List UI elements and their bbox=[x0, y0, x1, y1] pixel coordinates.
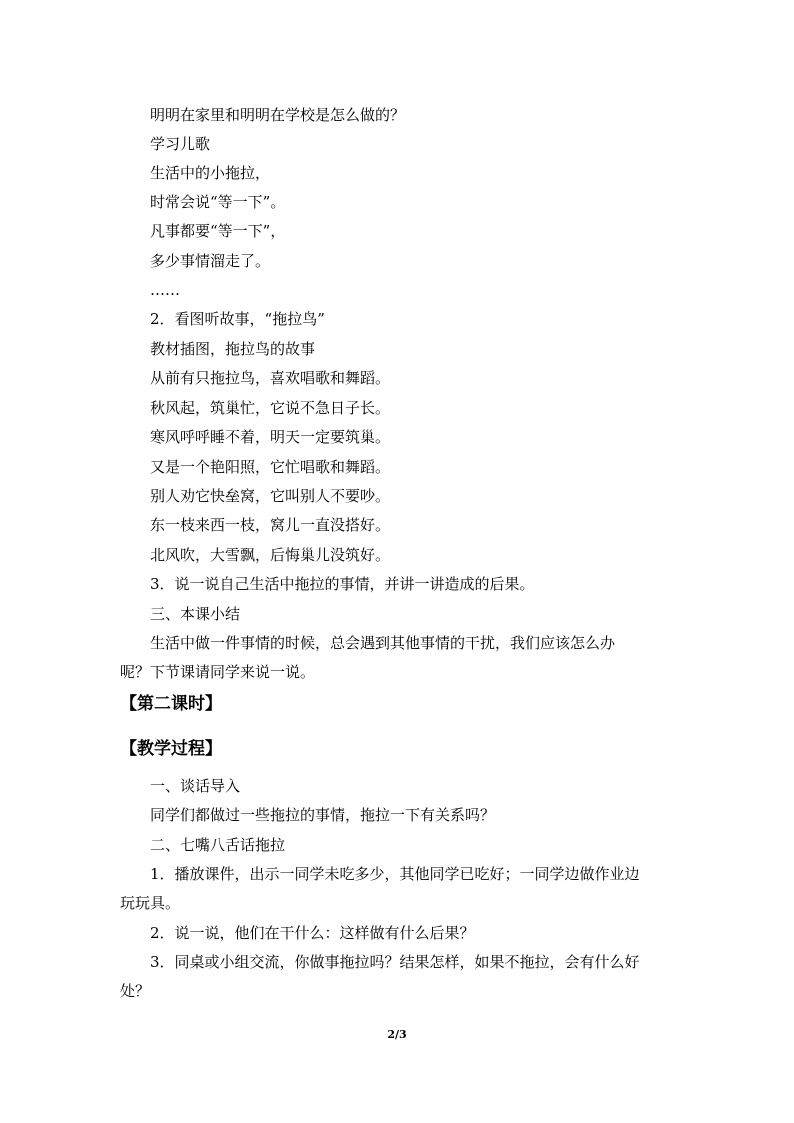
text-line: 3．说一说自己生活中拖拉的事情，并讲一讲造成的后果。 bbox=[150, 575, 535, 593]
text-line: 2．看图听故事，“拖拉鸟” bbox=[150, 310, 325, 328]
text-line: 秋风起，筑巢忙，它说不急日子长。 bbox=[150, 399, 391, 417]
text-line: 生活中的小拖拉， bbox=[150, 164, 271, 182]
text-line: 教材插图，拖拉鸟的故事 bbox=[150, 340, 316, 358]
text-line: 明明在家里和明明在学校是怎么做的？ bbox=[150, 106, 406, 124]
text-line: 又是一个艳阳照，它忙唱歌和舞蹈。 bbox=[150, 458, 391, 476]
text-line: 1．播放课件，出示一同学未吃多少，其他同学已吃好；一同学边做作业边 bbox=[150, 865, 640, 883]
text-line: 同学们都做过一些拖拉的事情，拖拉一下有关系吗？ bbox=[150, 806, 496, 824]
text-line: 北风吹，大雪飘，后悔巢儿没筑好。 bbox=[150, 546, 391, 564]
text-line: 从前有只拖拉鸟，喜欢唱歌和舞蹈。 bbox=[150, 369, 391, 387]
section-heading: 三、本课小结 bbox=[150, 605, 241, 623]
lesson-heading: 【第二课时】 bbox=[120, 694, 222, 714]
section-heading: 二、七嘴八舌话拖拉 bbox=[150, 836, 286, 854]
text-line: 生活中做一件事情的时候，总会遇到其他事情的干扰，我们应该怎么办 bbox=[150, 634, 616, 652]
text-line: 寒风呼呼睡不着，明天一定要筑巢。 bbox=[150, 428, 391, 446]
text-line: 玩玩具。 bbox=[120, 894, 181, 912]
text-line: 凡事都要“等一下”， bbox=[150, 222, 286, 240]
text-line: 时常会说“等一下”。 bbox=[150, 193, 286, 211]
text-line: 呢？下节课请同学来说一说。 bbox=[120, 663, 316, 681]
text-line: 多少事情溜走了。 bbox=[150, 252, 271, 270]
text-line: 学习儿歌 bbox=[150, 135, 211, 153]
text-line: 3．同桌或小组交流，你做事拖拉吗？结果怎样，如果不拖拉，会有什么好 bbox=[150, 953, 640, 971]
text-line: 东一枝来西一枝，窝儿一直没搭好。 bbox=[150, 516, 391, 534]
process-heading: 【教学过程】 bbox=[120, 739, 222, 759]
section-heading: 一、谈话导入 bbox=[150, 777, 241, 795]
text-line: 处？ bbox=[120, 982, 151, 1000]
text-line: 别人劝它快垒窝，它叫别人不要吵。 bbox=[150, 487, 391, 505]
text-line: …… bbox=[150, 281, 180, 299]
text-line: 2．说一说，他们在干什么：这样做有什么后果？ bbox=[150, 924, 475, 942]
page-number: 2/3 bbox=[387, 1028, 407, 1041]
